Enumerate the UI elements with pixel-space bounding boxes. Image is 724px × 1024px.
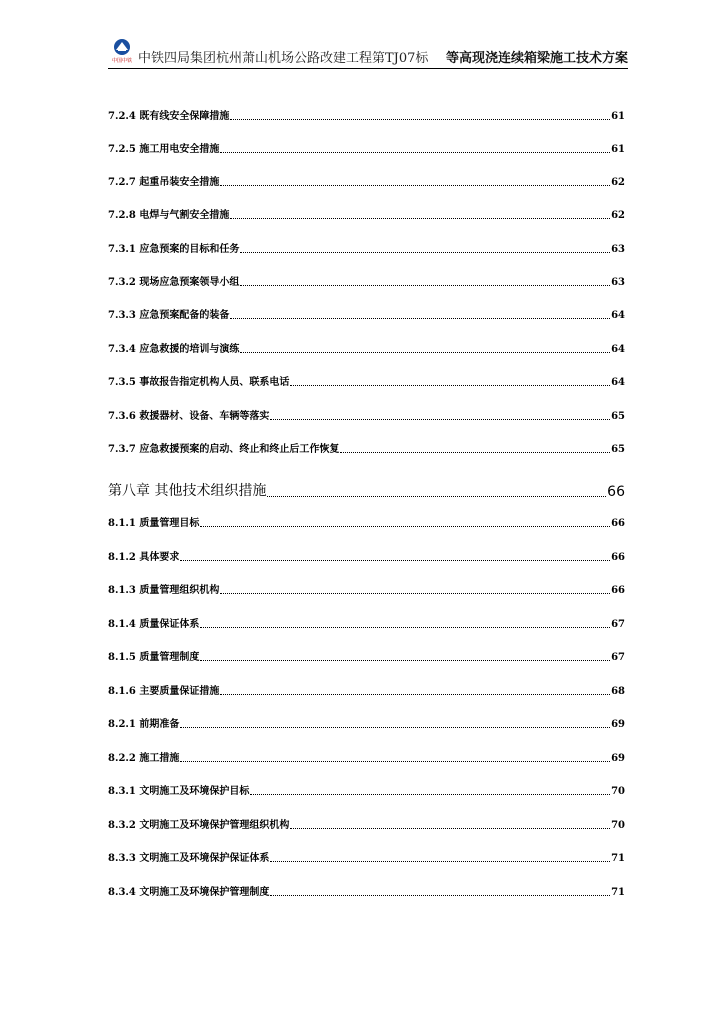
toc-leader-dots — [180, 559, 610, 561]
toc-leader-dots — [250, 793, 610, 795]
toc-leader-dots — [270, 418, 610, 420]
toc-leader-dots — [290, 384, 610, 386]
toc-leader-dots — [340, 451, 610, 453]
toc-entry-title: 8.3.4 文明施工及环境保护管理制度 — [108, 887, 270, 898]
toc-page-number: 64 — [611, 310, 625, 321]
logo-text: 中国中铁 — [111, 58, 133, 64]
toc-entry-title: 7.3.5 事故报告指定机构人员、联系电话 — [108, 377, 290, 388]
toc-leader-dots — [230, 217, 610, 219]
toc-page-number: 63 — [611, 277, 625, 288]
toc-entry[interactable] — [108, 616, 625, 630]
toc-leader-dots — [200, 659, 610, 661]
toc-entry[interactable] — [108, 241, 625, 255]
toc-entry-title: 7.3.4 应急救援的培训与演练 — [108, 344, 240, 355]
toc-leader-dots — [270, 860, 610, 862]
toc-page-number: 66 — [611, 518, 625, 529]
toc-entry[interactable] — [108, 441, 625, 455]
toc-entry-title: 8.1.6 主要质量保证措施 — [108, 686, 220, 697]
toc-page-number: 65 — [611, 411, 625, 422]
toc-leader-dots — [267, 495, 606, 497]
toc-leader-dots — [240, 351, 610, 353]
toc-entry-title: 8.1.4 质量保证体系 — [108, 619, 200, 630]
toc-entry[interactable] — [108, 850, 625, 864]
toc-page-number: 69 — [611, 719, 625, 730]
toc-page-number: 61 — [611, 144, 625, 155]
toc-entry-title: 7.3.3 应急预案配备的装备 — [108, 310, 230, 321]
toc-page-number: 70 — [611, 786, 625, 797]
toc-page-number: 68 — [611, 686, 625, 697]
toc-page-number: 66 — [611, 552, 625, 563]
toc-leader-dots — [220, 693, 610, 695]
toc-entry-title: 第八章 其他技术组织措施 — [108, 483, 267, 499]
toc-page-number: 70 — [611, 820, 625, 831]
toc-entry-title: 7.3.1 应急预案的目标和任务 — [108, 244, 240, 255]
toc-entry[interactable] — [108, 716, 625, 730]
toc-leader-dots — [180, 760, 610, 762]
toc-entry-title: 8.3.3 文明施工及环境保护保证体系 — [108, 853, 270, 864]
toc-entry[interactable] — [108, 750, 625, 764]
toc-page-number: 64 — [611, 377, 625, 388]
toc-entry[interactable] — [108, 408, 625, 422]
toc-entry-title: 7.3.6 救援器材、设备、车辆等落实 — [108, 411, 270, 422]
toc-chapter-entry[interactable] — [108, 482, 625, 500]
toc-entry-title: 7.2.8 电焊与气割安全措施 — [108, 210, 230, 221]
toc-entry[interactable] — [108, 884, 625, 898]
toc-page-number: 71 — [611, 853, 625, 864]
toc-entry[interactable] — [108, 515, 625, 529]
toc-page-number: 63 — [611, 244, 625, 255]
toc-leader-dots — [220, 151, 610, 153]
toc-leader-dots — [240, 284, 610, 286]
toc-entry[interactable] — [108, 274, 625, 288]
header-company-project: 中铁四局集团杭州萧山机场公路改建工程第TJ07标 — [138, 51, 429, 66]
toc-page-number: 67 — [611, 652, 625, 663]
toc-page-number: 62 — [611, 210, 625, 221]
toc-leader-dots — [220, 592, 610, 594]
toc-entry-title: 8.2.1 前期准备 — [108, 719, 180, 730]
page-header — [108, 38, 628, 69]
header-document-title: 等高现浇连续箱梁施工技术方案 — [445, 51, 628, 66]
toc-page-number: 66 — [611, 585, 625, 596]
toc-entry[interactable] — [108, 341, 625, 355]
toc-entry[interactable] — [108, 174, 625, 188]
toc-entry[interactable] — [108, 582, 625, 596]
toc-entry[interactable] — [108, 549, 625, 563]
toc-leader-dots — [200, 626, 610, 628]
toc-page-number: 62 — [611, 177, 625, 188]
toc-leader-dots — [240, 251, 610, 253]
toc-page-number: 66 — [607, 484, 625, 500]
toc-entry[interactable] — [108, 207, 625, 221]
toc-entry-title: 8.2.2 施工措施 — [108, 753, 180, 764]
toc-entry[interactable] — [108, 307, 625, 321]
toc-entry-title: 8.3.2 文明施工及环境保护管理组织机构 — [108, 820, 290, 831]
toc-entry[interactable] — [108, 817, 625, 831]
toc-entry[interactable] — [108, 141, 625, 155]
toc-entry-title: 8.3.1 文明施工及环境保护目标 — [108, 786, 250, 797]
toc-entry-title: 8.1.3 质量管理组织机构 — [108, 585, 220, 596]
toc-leader-dots — [200, 525, 610, 527]
toc-page-number: 71 — [611, 887, 625, 898]
toc-entry[interactable] — [108, 783, 625, 797]
toc-leader-dots — [180, 726, 610, 728]
toc-entry[interactable] — [108, 683, 625, 697]
toc-page-number: 67 — [611, 619, 625, 630]
toc-page-number: 69 — [611, 753, 625, 764]
toc-entry-title: 7.3.2 现场应急预案领导小组 — [108, 277, 240, 288]
crcc-logo-icon — [110, 38, 134, 64]
toc-entry-title: 8.1.1 质量管理目标 — [108, 518, 200, 529]
toc-leader-dots — [270, 894, 610, 896]
toc-entry[interactable] — [108, 374, 625, 388]
toc-page-number: 61 — [611, 111, 625, 122]
toc-entry[interactable] — [108, 649, 625, 663]
toc-entry-title: 7.2.5 施工用电安全措施 — [108, 144, 220, 155]
toc-leader-dots — [290, 827, 610, 829]
toc-entry-title: 7.2.4 既有线安全保障措施 — [108, 111, 230, 122]
toc-entry-title: 8.1.5 质量管理制度 — [108, 652, 200, 663]
toc-leader-dots — [230, 317, 610, 319]
toc-leader-dots — [220, 184, 610, 186]
toc-entry-title: 7.2.7 起重吊装安全措施 — [108, 177, 220, 188]
toc-entry-title: 7.3.7 应急救援预案的启动、终止和终止后工作恢复 — [108, 444, 340, 455]
toc-leader-dots — [230, 118, 610, 120]
toc-entry-title: 8.1.2 具体要求 — [108, 552, 180, 563]
toc-entry[interactable] — [108, 108, 625, 122]
toc-page-number: 64 — [611, 344, 625, 355]
toc-page-number: 65 — [611, 444, 625, 455]
